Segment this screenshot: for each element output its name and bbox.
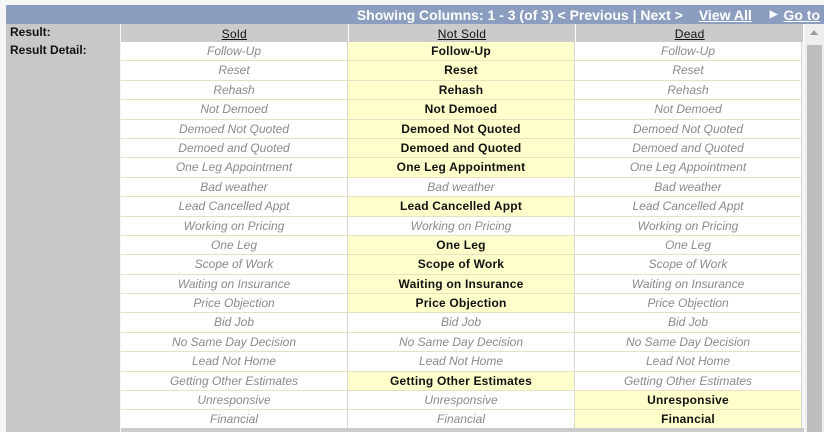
result-detail-label: Result Detail: [10,43,87,57]
cell-not-sold[interactable]: Reset [348,61,575,80]
cell-not-sold[interactable]: One Leg [348,236,575,255]
cell-not-sold[interactable]: Price Objection [348,294,575,313]
cell-not-sold[interactable]: Demoed and Quoted [348,139,575,158]
table-row [121,333,804,352]
table-row [121,391,804,410]
cell-dead[interactable]: Demoed and Quoted [575,139,802,158]
go-to-link[interactable]: Go to [783,6,820,23]
table-row [121,61,804,80]
cell-sold[interactable]: Demoed Not Quoted [121,120,348,139]
cell-not-sold[interactable]: No Same Day Decision [348,333,575,352]
cell-sold[interactable]: Lead Cancelled Appt [121,197,348,216]
cell-not-sold[interactable]: Bid Job [348,313,575,332]
cell-dead[interactable]: Working on Pricing [575,217,802,236]
column-pager-bar [6,5,824,24]
table-row [121,158,804,177]
cell-dead[interactable]: Lead Cancelled Appt [575,197,802,216]
cell-dead[interactable]: Bad weather [575,178,802,197]
table-row [121,139,804,158]
table-row [121,120,804,139]
cell-dead[interactable]: Scope of Work [575,255,802,274]
scrollbar-thumb[interactable] [807,45,822,432]
column-header-not-sold[interactable]: Not Sold [349,24,577,42]
cell-sold[interactable]: Rehash [121,81,348,100]
scroll-up-arrow-icon[interactable] [810,30,818,35]
table-row [121,236,804,255]
cell-dead[interactable]: Rehash [575,81,802,100]
table-row [121,197,804,216]
cell-dead[interactable]: Price Objection [575,294,802,313]
cell-sold[interactable]: Bid Job [121,313,348,332]
row-label-column [6,24,120,432]
table-row [121,294,804,313]
cell-not-sold[interactable]: Lead Not Home [348,352,575,371]
view-all-link[interactable]: View All [698,6,752,23]
cell-dead[interactable]: One Leg Appointment [575,158,802,177]
cell-dead[interactable]: Waiting on Insurance [575,275,802,294]
cell-not-sold[interactable]: Not Demoed [348,100,575,119]
cell-sold[interactable]: Financial [121,410,348,429]
table-row [121,372,804,391]
cell-not-sold[interactable]: Rehash [348,81,575,100]
cell-sold[interactable]: Working on Pricing [121,217,348,236]
cell-dead[interactable]: Lead Not Home [575,352,802,371]
cell-not-sold[interactable]: Bad weather [348,178,575,197]
cell-not-sold[interactable]: Demoed Not Quoted [348,120,575,139]
cell-dead[interactable]: Getting Other Estimates [575,372,802,391]
cell-sold[interactable]: Unresponsive [121,391,348,410]
cell-sold[interactable]: Follow-Up [121,42,348,61]
cell-sold[interactable]: One Leg [121,236,348,255]
column-header-dead[interactable]: Dead [576,24,804,42]
triangle-right-icon: ▶ [769,9,778,20]
cell-not-sold[interactable]: Waiting on Insurance [348,275,575,294]
table-row [121,178,804,197]
cell-dead[interactable]: Reset [575,61,802,80]
table-row [121,81,804,100]
cell-not-sold[interactable]: Getting Other Estimates [348,372,575,391]
cell-not-sold[interactable]: Unresponsive [348,391,575,410]
cell-not-sold[interactable]: Lead Cancelled Appt [348,197,575,216]
cell-not-sold[interactable]: Follow-Up [348,42,575,61]
cell-sold[interactable]: Scope of Work [121,255,348,274]
cell-sold[interactable]: One Leg Appointment [121,158,348,177]
column-header-sold[interactable]: Sold [121,24,349,42]
cell-sold[interactable]: No Same Day Decision [121,333,348,352]
table-row [121,410,804,429]
cell-dead[interactable]: Bid Job [575,313,802,332]
cell-sold[interactable]: Bad weather [121,178,348,197]
cell-sold[interactable]: Reset [121,61,348,80]
cell-sold[interactable]: Waiting on Insurance [121,275,348,294]
table-row [121,352,804,371]
cell-sold[interactable]: Demoed and Quoted [121,139,348,158]
table-row [121,313,804,332]
table-row [121,42,804,61]
table-row [121,217,804,236]
cell-sold[interactable]: Lead Not Home [121,352,348,371]
result-label: Result: [10,25,51,39]
showing-columns-text[interactable]: Showing Columns: 1 - 3 (of 3) < Previous | Next > [356,6,683,23]
cell-sold[interactable]: Price Objection [121,294,348,313]
cell-dead[interactable]: Not Demoed [575,100,802,119]
table-row [121,255,804,274]
table-bottom-edge [121,428,804,432]
table-row [121,100,804,119]
cell-sold[interactable]: Not Demoed [121,100,348,119]
cell-dead[interactable]: No Same Day Decision [575,333,802,352]
column-header-row [121,24,804,42]
cell-dead[interactable]: One Leg [575,236,802,255]
cell-not-sold[interactable]: One Leg Appointment [348,158,575,177]
result-matrix [121,24,804,430]
table-row [121,275,804,294]
detail-rows [121,42,804,430]
cell-sold[interactable]: Getting Other Estimates [121,372,348,391]
cell-dead[interactable]: Financial [575,410,802,429]
cell-dead[interactable]: Unresponsive [575,391,802,410]
cell-dead[interactable]: Demoed Not Quoted [575,120,802,139]
cell-not-sold[interactable]: Working on Pricing [348,217,575,236]
cell-not-sold[interactable]: Financial [348,410,575,429]
cell-not-sold[interactable]: Scope of Work [348,255,575,274]
vertical-scrollbar[interactable] [805,24,824,432]
cell-dead[interactable]: Follow-Up [575,42,802,61]
